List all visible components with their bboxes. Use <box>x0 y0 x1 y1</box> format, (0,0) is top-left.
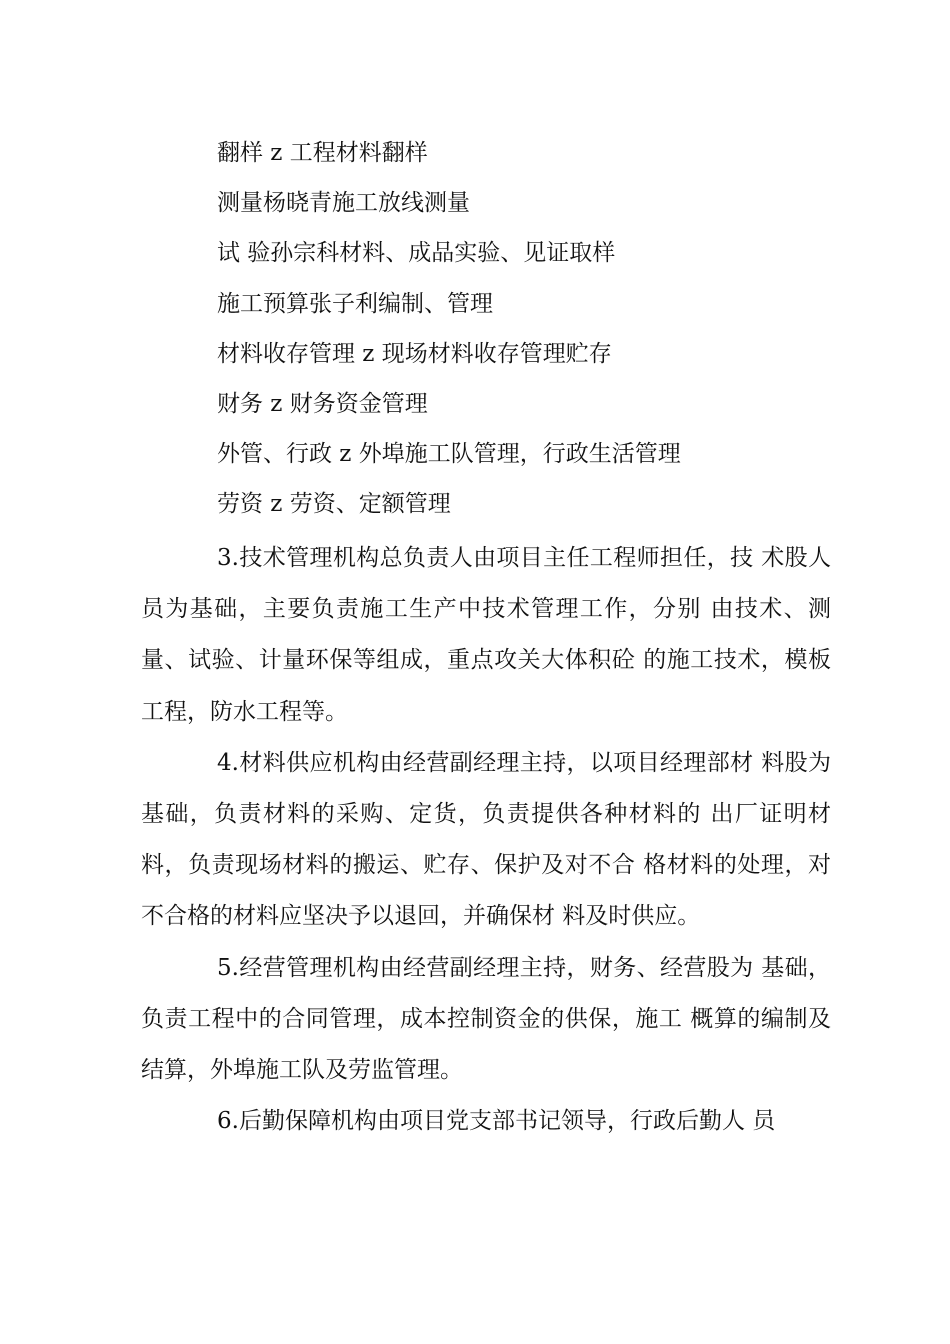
role-item: 翻样 z 工程材料翻样 <box>217 140 428 166</box>
paragraph-material-supply: 4.材料供应机构由经营副经理主持，以项目经理部材 料股为基础，负责材料的采购、定货，负责提供各种材料的 出厂证明材料，负责现场材料的搬运、贮存、保护及对不合 格材料的处理，对不合格的材料应坚决予以退回，并确保材 料及时供应。 <box>141 749 831 930</box>
role-item: 材料收存管理 z 现场材料收存管理贮存 <box>217 340 612 367</box>
role-item: 试 验孙宗科材料、成品实验、见证取样 <box>217 240 616 267</box>
role-item: 外管、行政 z 外埠施工队管理，行政生活管理 <box>217 441 681 468</box>
role-item: 测量杨晓青施工放线测量 <box>217 190 470 217</box>
role-item: 施工预算张子利编制、管理 <box>217 290 493 317</box>
paragraph-technical-management: 3.技术管理机构总负责人由项目主任工程师担任，技 术股人员为基础，主要负责施工生产中技术管理工作，分别 由技术、测量、试验、计量环保等组成，重点攻关大体积砼 的施工技术，模板工程，防水工程等。 <box>141 545 831 725</box>
body-text <box>141 533 831 1147</box>
paragraph-logistics-support: 6.后勤保障机构由项目党支部书记领导，行政后勤人 员 <box>217 1108 776 1135</box>
paragraph-operations-management: 5.经营管理机构由经营副经理主持，财务、经营股为 基础，负责工程中的合同管理，成本控制资金的供保，施工 概算的编制及结算，外埠施工队及劳监管理。 <box>141 954 831 1084</box>
role-item: 财务 z 财务资金管理 <box>217 390 428 417</box>
role-list <box>217 132 857 534</box>
role-item: 劳资 z 劳资、定额管理 <box>217 491 451 518</box>
